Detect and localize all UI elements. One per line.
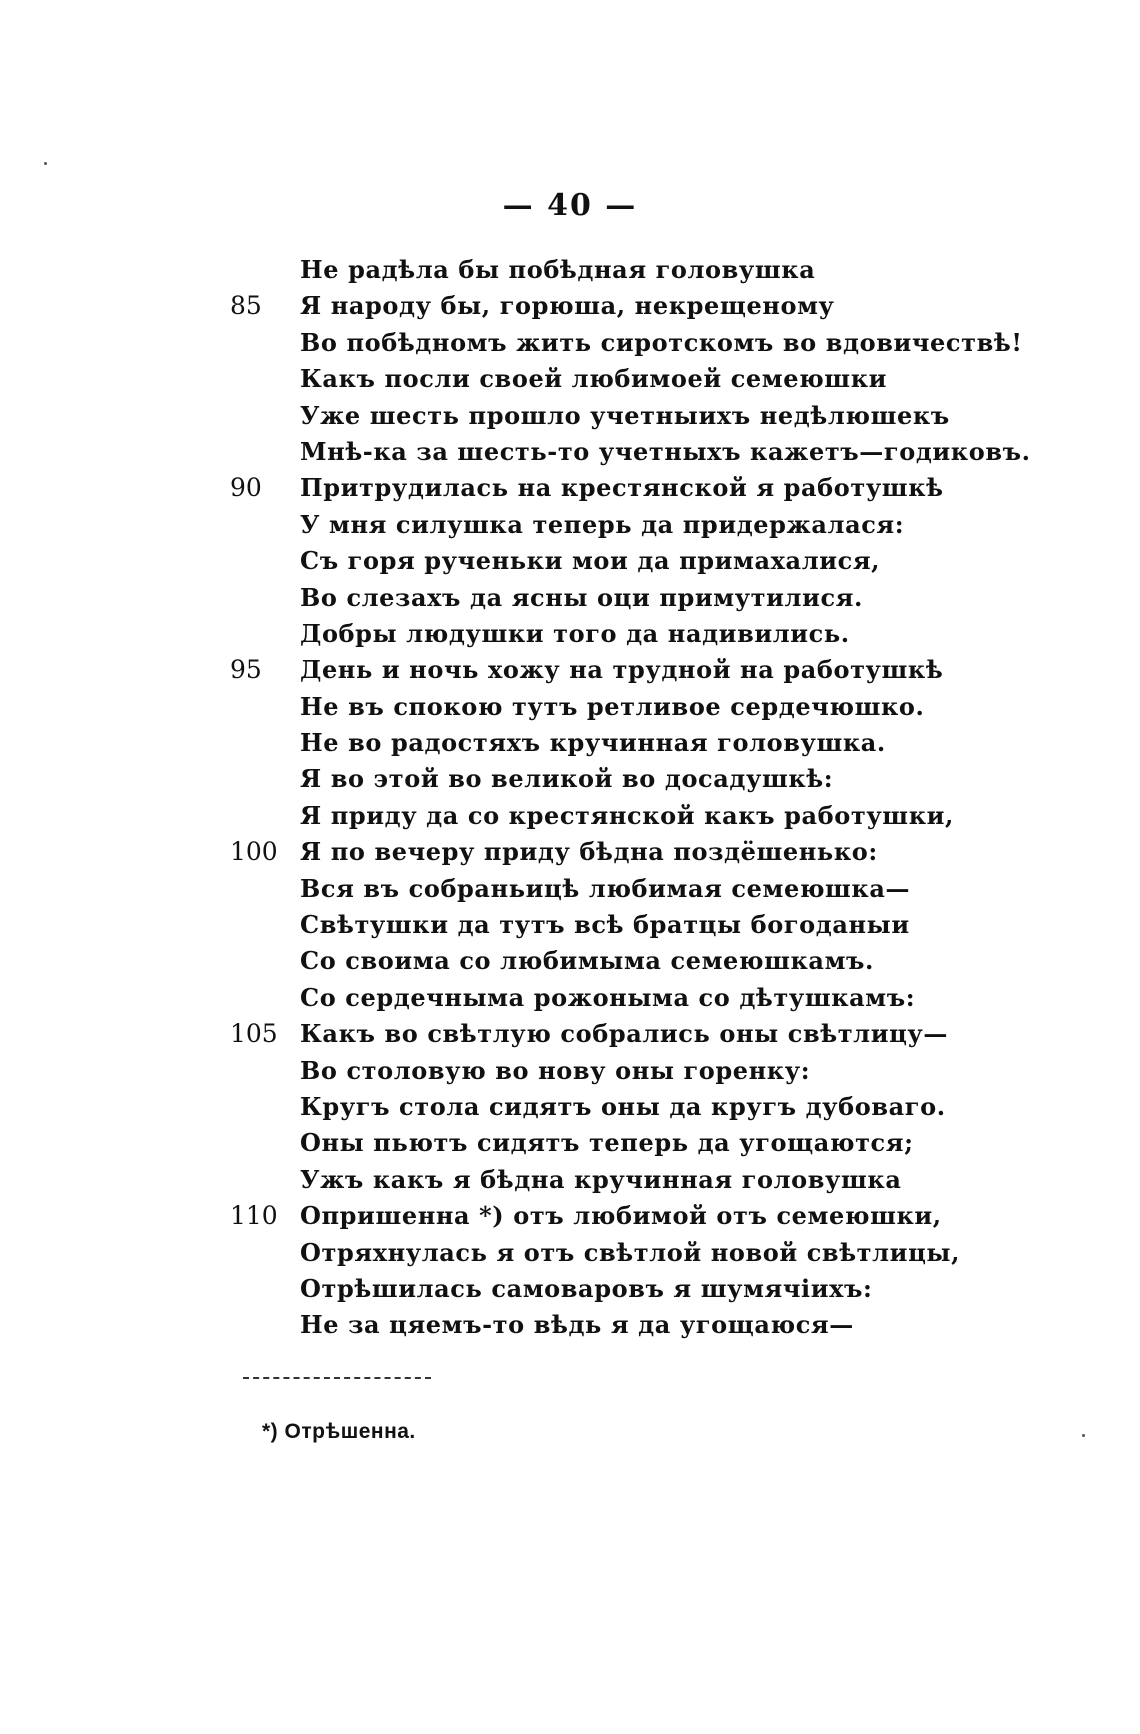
- poem-line: [0, 980, 1140, 1016]
- line-text: Отрѣшилась самоваровъ я шумячіихъ:: [300, 1273, 873, 1303]
- poem-line: [0, 725, 1140, 761]
- ink-speck: [1082, 1434, 1085, 1437]
- line-text: Я народу бы, горюша, некрещеному: [300, 291, 835, 321]
- poem-line: [0, 434, 1140, 470]
- line-text: Съ горя рученьки мои да примахалися,: [300, 546, 881, 576]
- line-text: Притрудилась на крестянской я работушкѣ: [300, 473, 944, 503]
- poem-line: [0, 761, 1140, 797]
- line-number: 110: [230, 1201, 278, 1231]
- line-text: Вся въ собраньицѣ любимая семеюшка—: [300, 873, 911, 903]
- line-text: Отряхнулась я отъ свѣтлой новой свѣтлицы,: [300, 1237, 961, 1267]
- line-text: Во побѣдномъ жить сиротскомъ во вдовичествѣ!: [300, 327, 1023, 357]
- line-text: У мня силушка теперь да придержалася:: [300, 509, 905, 539]
- line-text: Ужъ какъ я бѣдна кручинная головушка: [300, 1164, 902, 1194]
- poem-text: [0, 252, 1140, 1344]
- line-text: Не за цяемъ-то вѣдь я да угощаюся—: [300, 1310, 854, 1340]
- line-number: 100: [230, 837, 278, 867]
- line-text: Добры людушки того да надивились.: [300, 618, 850, 648]
- line-text: Какъ во свѣтлую собрались оны свѣтлицу—: [300, 1019, 948, 1049]
- line-number: 105: [230, 1019, 278, 1049]
- poem-line: [0, 288, 1140, 324]
- poem-line: [0, 1307, 1140, 1343]
- line-number: 85: [230, 291, 262, 321]
- line-text: Мнѣ-ка за шесть-то учетныхъ кажетъ—годиковъ.: [300, 436, 1031, 466]
- poem-line: [0, 616, 1140, 652]
- poem-line: [0, 1162, 1140, 1198]
- poem-line: [0, 1053, 1140, 1089]
- poem-line: [0, 1235, 1140, 1271]
- poem-line: [0, 507, 1140, 543]
- poem-line: [0, 1125, 1140, 1161]
- line-text: Я приду да со крестянской какъ работушки,: [300, 800, 954, 830]
- line-text: Какъ посли своей любимоей семеюшки: [300, 364, 888, 394]
- footnote: *) Отрѣшенна.: [262, 1420, 416, 1443]
- poem-line: [0, 1198, 1140, 1234]
- poem-line: [0, 252, 1140, 288]
- ink-speck: [44, 162, 47, 165]
- line-text: Оны пьютъ сидятъ теперь да угощаются;: [300, 1128, 914, 1158]
- poem-line: [0, 470, 1140, 506]
- line-text: Со сердечныма рожоныма со дѣтушкамъ:: [300, 982, 916, 1012]
- line-text: Кругъ стола сидятъ оны да кругъ дубоваго.: [300, 1091, 946, 1121]
- poem-line: [0, 943, 1140, 979]
- poem-line: [0, 325, 1140, 361]
- poem-line: [0, 580, 1140, 616]
- line-text: Свѣтушки да тутъ всѣ братцы богоданыи: [300, 910, 910, 940]
- line-text: Во столовую во нову оны горенку:: [300, 1055, 811, 1085]
- footnote-divider: [243, 1377, 431, 1379]
- line-text: День и ночь хожу на трудной на работушкѣ: [300, 655, 944, 685]
- poem-line: [0, 398, 1140, 434]
- line-text: Я по вечеру приду бѣдна поздёшенько:: [300, 837, 878, 867]
- poem-line: [0, 361, 1140, 397]
- page-number: — 40 —: [502, 188, 638, 223]
- line-text: Уже шесть прошло учетныихъ недѣлюшекъ: [300, 400, 950, 430]
- line-text: Опришенна *) отъ любимой отъ семеюшки,: [300, 1201, 942, 1231]
- poem-line: [0, 798, 1140, 834]
- line-number: 95: [230, 655, 262, 685]
- poem-line: [0, 1016, 1140, 1052]
- line-text: Я во этой во великой во досадушкѣ:: [300, 764, 834, 794]
- line-number: 90: [230, 473, 262, 503]
- line-text: Не во радостяхъ кручинная головушка.: [300, 728, 886, 758]
- line-text: Во слезахъ да ясны оци примутилися.: [300, 582, 863, 612]
- poem-line: [0, 907, 1140, 943]
- poem-line: [0, 689, 1140, 725]
- line-text: Со своима со любимыма семеюшкамъ.: [300, 946, 874, 976]
- line-text: Не въ спокою тутъ ретливое сердечюшко.: [300, 691, 925, 721]
- poem-line: [0, 652, 1140, 688]
- poem-line: [0, 871, 1140, 907]
- poem-line: [0, 834, 1140, 870]
- poem-line: [0, 543, 1140, 579]
- line-text: Не радѣла бы побѣдная головушка: [300, 255, 816, 284]
- poem-line: [0, 1271, 1140, 1307]
- poem-line: [0, 1089, 1140, 1125]
